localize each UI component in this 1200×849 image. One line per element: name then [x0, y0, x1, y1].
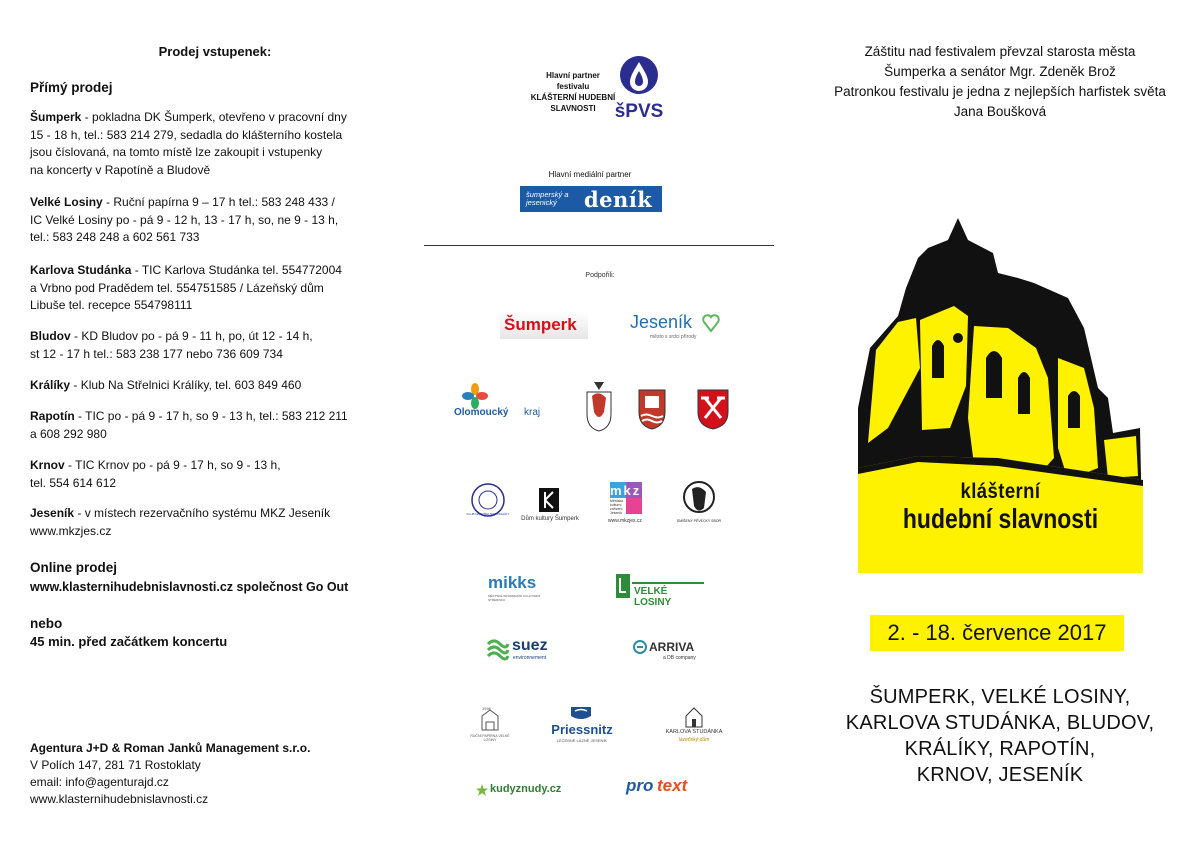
media-partner-label: Hlavní mediální partner: [548, 170, 632, 179]
priessnitz-text: Priessnitz: [551, 722, 613, 737]
velke-losiny-text: VELKÉ LOSINY: [634, 586, 672, 608]
patron-line: Záštitu nad festivalem převzal starosta města: [864, 44, 1136, 59]
arriva-text: ARRIVA: [649, 640, 695, 654]
klub-strelnici-logo: [466, 482, 510, 518]
patron-line: Šumperka a senátor Mgr. Zdeněk Brož: [884, 64, 1116, 79]
main-partner-line: festivalu: [556, 82, 590, 91]
velke-losiny-emblem-icon: [616, 574, 630, 598]
agency-address: V Polích 147, 281 71 Rostoklaty: [30, 758, 201, 772]
sale-place: Králíky: [30, 378, 71, 392]
sale-entry-rapotin: [30, 408, 385, 443]
mkz-sub: Městská kulturní zařízení Jeseník: [610, 499, 624, 515]
kudyznudy-logo: [476, 782, 566, 800]
karlova-building-icon: [684, 706, 704, 728]
suez-logo: [486, 636, 566, 666]
sale-place: Karlova Studánka: [30, 263, 132, 277]
star-icon: [476, 784, 488, 796]
mkz-text: mkz: [610, 483, 642, 498]
sale-text: - pokladna DK Šumperk, otevřeno v pracovní dny: [81, 110, 347, 124]
places-line: KRNOV, JESENÍK: [916, 764, 1084, 786]
dum-kultury-text: Dům kultury Šumperk: [521, 516, 579, 522]
spvs-logo: [606, 55, 676, 130]
sale-line: tel.: 583 248 248 a 602 561 733: [30, 230, 200, 244]
patronage-text: [800, 42, 1200, 122]
sale-line: IC Velké Losiny po - pá 9 - 12 h, 13 - 17 h, so, ne 9 - 13 h,: [30, 212, 339, 227]
papirna-emblem-icon: [478, 708, 502, 732]
velke-losiny-logo: [616, 574, 706, 608]
main-partner-line: Hlavní partner: [546, 71, 600, 80]
arriva-icon: [633, 640, 647, 654]
mikks-logo: [488, 573, 558, 603]
online-sale-heading: Online prodej: [30, 560, 118, 575]
mikks-sub: MĚSTSKÉ INFORMAČNÍ A KULTURNÍ STŘEDISKO: [488, 594, 541, 602]
coat-of-arms-castle-icon: [637, 388, 667, 430]
sale-entry-krnov: [30, 457, 385, 492]
karlova-studanka-logo: [654, 706, 734, 750]
protext-logo: [626, 776, 716, 800]
sale-text: - Klub Na Střelnici Králíky, tel. 603 849 460: [70, 378, 302, 392]
agency-name: Agentura J+D & Roman Janků Management s.r.o.: [30, 741, 311, 755]
sale-line: st 12 - 17 h tel.: 583 238 177 nebo 736 609 734: [30, 346, 283, 361]
sale-place: Rapotín: [30, 409, 75, 423]
festival-cover-column: [800, 0, 1200, 849]
agency-contact: [30, 740, 390, 808]
jesenik-logo-text: Jeseník: [630, 312, 693, 332]
arriva-sub: a DB company: [663, 655, 696, 661]
agency-web[interactable]: www.klasternihudebnislavnosti.cz: [30, 792, 209, 806]
coat-of-arms-tools-icon: [696, 388, 730, 430]
spvs-text: šPVS: [614, 101, 664, 122]
sale-text: - TIC po - pá 9 - 17 h, so 9 - 13 h, tel.: 583 212 211: [74, 409, 348, 423]
sale-place: Krnov: [30, 458, 65, 472]
jesenik-logo-sub: město s srdci přírody: [650, 334, 697, 340]
agency-email[interactable]: email: info@agenturajd.cz: [30, 775, 169, 789]
sale-line: www.mkzjes.cz: [30, 523, 112, 538]
patron-line: Patronkou festivalu je jedna z nejlepších harfistek světa: [834, 84, 1166, 99]
before-concert-note: 45 min. před začátkem koncertu: [30, 634, 228, 649]
choir-logo: [676, 480, 722, 524]
flower-icon: [462, 383, 488, 409]
mkz-web: www.mkzjes.cz: [608, 518, 642, 524]
sale-line: a 608 292 980: [30, 426, 107, 441]
sale-place: Šumperk: [30, 110, 82, 124]
sale-text: - KD Bludov po - pá 9 - 11 h, po, út 12 - 14 h,: [70, 329, 313, 343]
sale-line: tel. 554 614 612: [30, 475, 117, 490]
divider-line: [424, 245, 774, 246]
sale-text: - v místech rezervačního systému MKZ Jeseník: [74, 506, 331, 520]
kraj-text: kraj: [524, 407, 541, 418]
supported-by-label: Podpořili:: [585, 272, 615, 279]
partners-column: [400, 0, 800, 849]
sale-entry-karlova-studanka: [30, 262, 385, 315]
denik-small-text: šumperský a jesenický: [526, 190, 569, 207]
mikks-text: mikks: [488, 573, 537, 592]
sale-entry-jesenik: [30, 505, 385, 540]
denik-big-text: deník: [584, 186, 653, 212]
sale-entry-velke-losiny: [30, 194, 385, 247]
ticket-sales-heading: Prodej vstupenek:: [158, 44, 272, 59]
suez-sub: environnement: [513, 655, 547, 661]
protext-suffix: text: [657, 776, 688, 795]
dum-kultury-logo: [538, 487, 560, 513]
sumperk-logo-text: Šumperk: [504, 315, 577, 334]
priessnitz-logo: [542, 706, 622, 746]
coat-of-arms-lion-icon: [584, 378, 614, 432]
karlova-sub: lázeňský dům: [678, 737, 710, 743]
jesenik-logo: [630, 312, 730, 344]
mkz-logo: [606, 480, 650, 540]
sale-text: - TIC Krnov po - pá 9 - 17 h, so 9 - 13 h,: [64, 458, 281, 472]
denik-logo: [520, 186, 662, 212]
online-sale-url[interactable]: www.klasternihudebnislavnosti.cz společnost Go Out: [30, 580, 349, 594]
festival-title-line1: klášterní: [960, 480, 1041, 503]
sale-entry-kraliky: [30, 377, 385, 395]
sale-text: - TIC Karlova Studánka tel. 554772004: [131, 263, 342, 277]
olomoucky-text: Olomoucký: [454, 407, 509, 418]
sale-entry-bludov: [30, 328, 385, 363]
sale-text: - Ruční papírna 9 – 17 h tel.: 583 248 433 /: [102, 195, 335, 209]
olomoucky-kraj-logo: [454, 383, 564, 419]
suez-text: suez: [512, 637, 548, 654]
places-line: ŠUMPERK, VELKÉ LOSINY,: [869, 686, 1131, 708]
patron-line: Jana Boušková: [953, 104, 1047, 119]
ticket-sales-column: [0, 0, 400, 849]
arriva-logo: [633, 640, 713, 668]
karlova-text: KARLOVA STUDÁNKA: [665, 729, 723, 735]
direct-sale-heading: Přímý prodej: [30, 80, 113, 95]
festival-title: [858, 480, 1143, 534]
festival-places: [800, 684, 1200, 788]
priessnitz-emblem-icon: [570, 706, 592, 722]
sale-line: na koncerty v Rapotíně a Bludově: [30, 162, 211, 177]
protext-prefix: pro: [626, 776, 654, 795]
sale-line: jsou číslovaná, na tomto místě lze zakoupit i vstupenky: [30, 145, 323, 159]
suez-wave-icon: [486, 638, 510, 660]
klub-strelnici-text: KLUB NA STŘELNICI KRÁLÍKY: [466, 512, 510, 516]
sale-entry-sumperk: [30, 109, 385, 179]
heart-icon: [703, 314, 719, 332]
sale-place: Velké Losiny: [30, 195, 103, 209]
sale-line: Libuše tel. recepce 554798111: [30, 298, 193, 312]
or-label: nebo: [30, 616, 63, 631]
choir-text: SMÍŠENÝ PĚVECKÝ SBOR: [676, 519, 722, 523]
main-partner-line: KLÁŠTERNÍ HUDEBNÍ: [530, 93, 616, 102]
places-line: KARLOVA STUDÁNKA, BLUDOV,: [845, 712, 1155, 734]
places-line: KRÁLÍKY, RAPOTÍN,: [904, 738, 1096, 760]
sale-place: Jeseník: [30, 506, 75, 520]
festival-date: 2. - 18. července 2017: [870, 615, 1124, 651]
papirna-text: RUČNÍ PAPÍRNA VELKÉ LOSINY: [470, 734, 510, 742]
kudyznudy-text: kudyznudy.cz: [490, 783, 562, 795]
sale-place: Bludov: [30, 329, 71, 343]
papirna-logo: [470, 708, 510, 752]
festival-title-line2: hudební slavnosti: [902, 503, 1099, 534]
priessnitz-sub: LÉČEBNÉ LÁZNĚ JESENÍK: [556, 738, 608, 743]
sale-line: a Vrbno pod Pradědem tel. 554751585 / Lázeňský dům: [30, 280, 324, 295]
sale-line: 15 - 18 h, tel.: 583 214 279, sedadla do klášterního kostela: [30, 127, 343, 142]
papirna-year: 1596: [482, 706, 491, 711]
sumperk-logo: [500, 311, 588, 339]
main-partner-line: SLAVNOSTI: [550, 104, 596, 113]
